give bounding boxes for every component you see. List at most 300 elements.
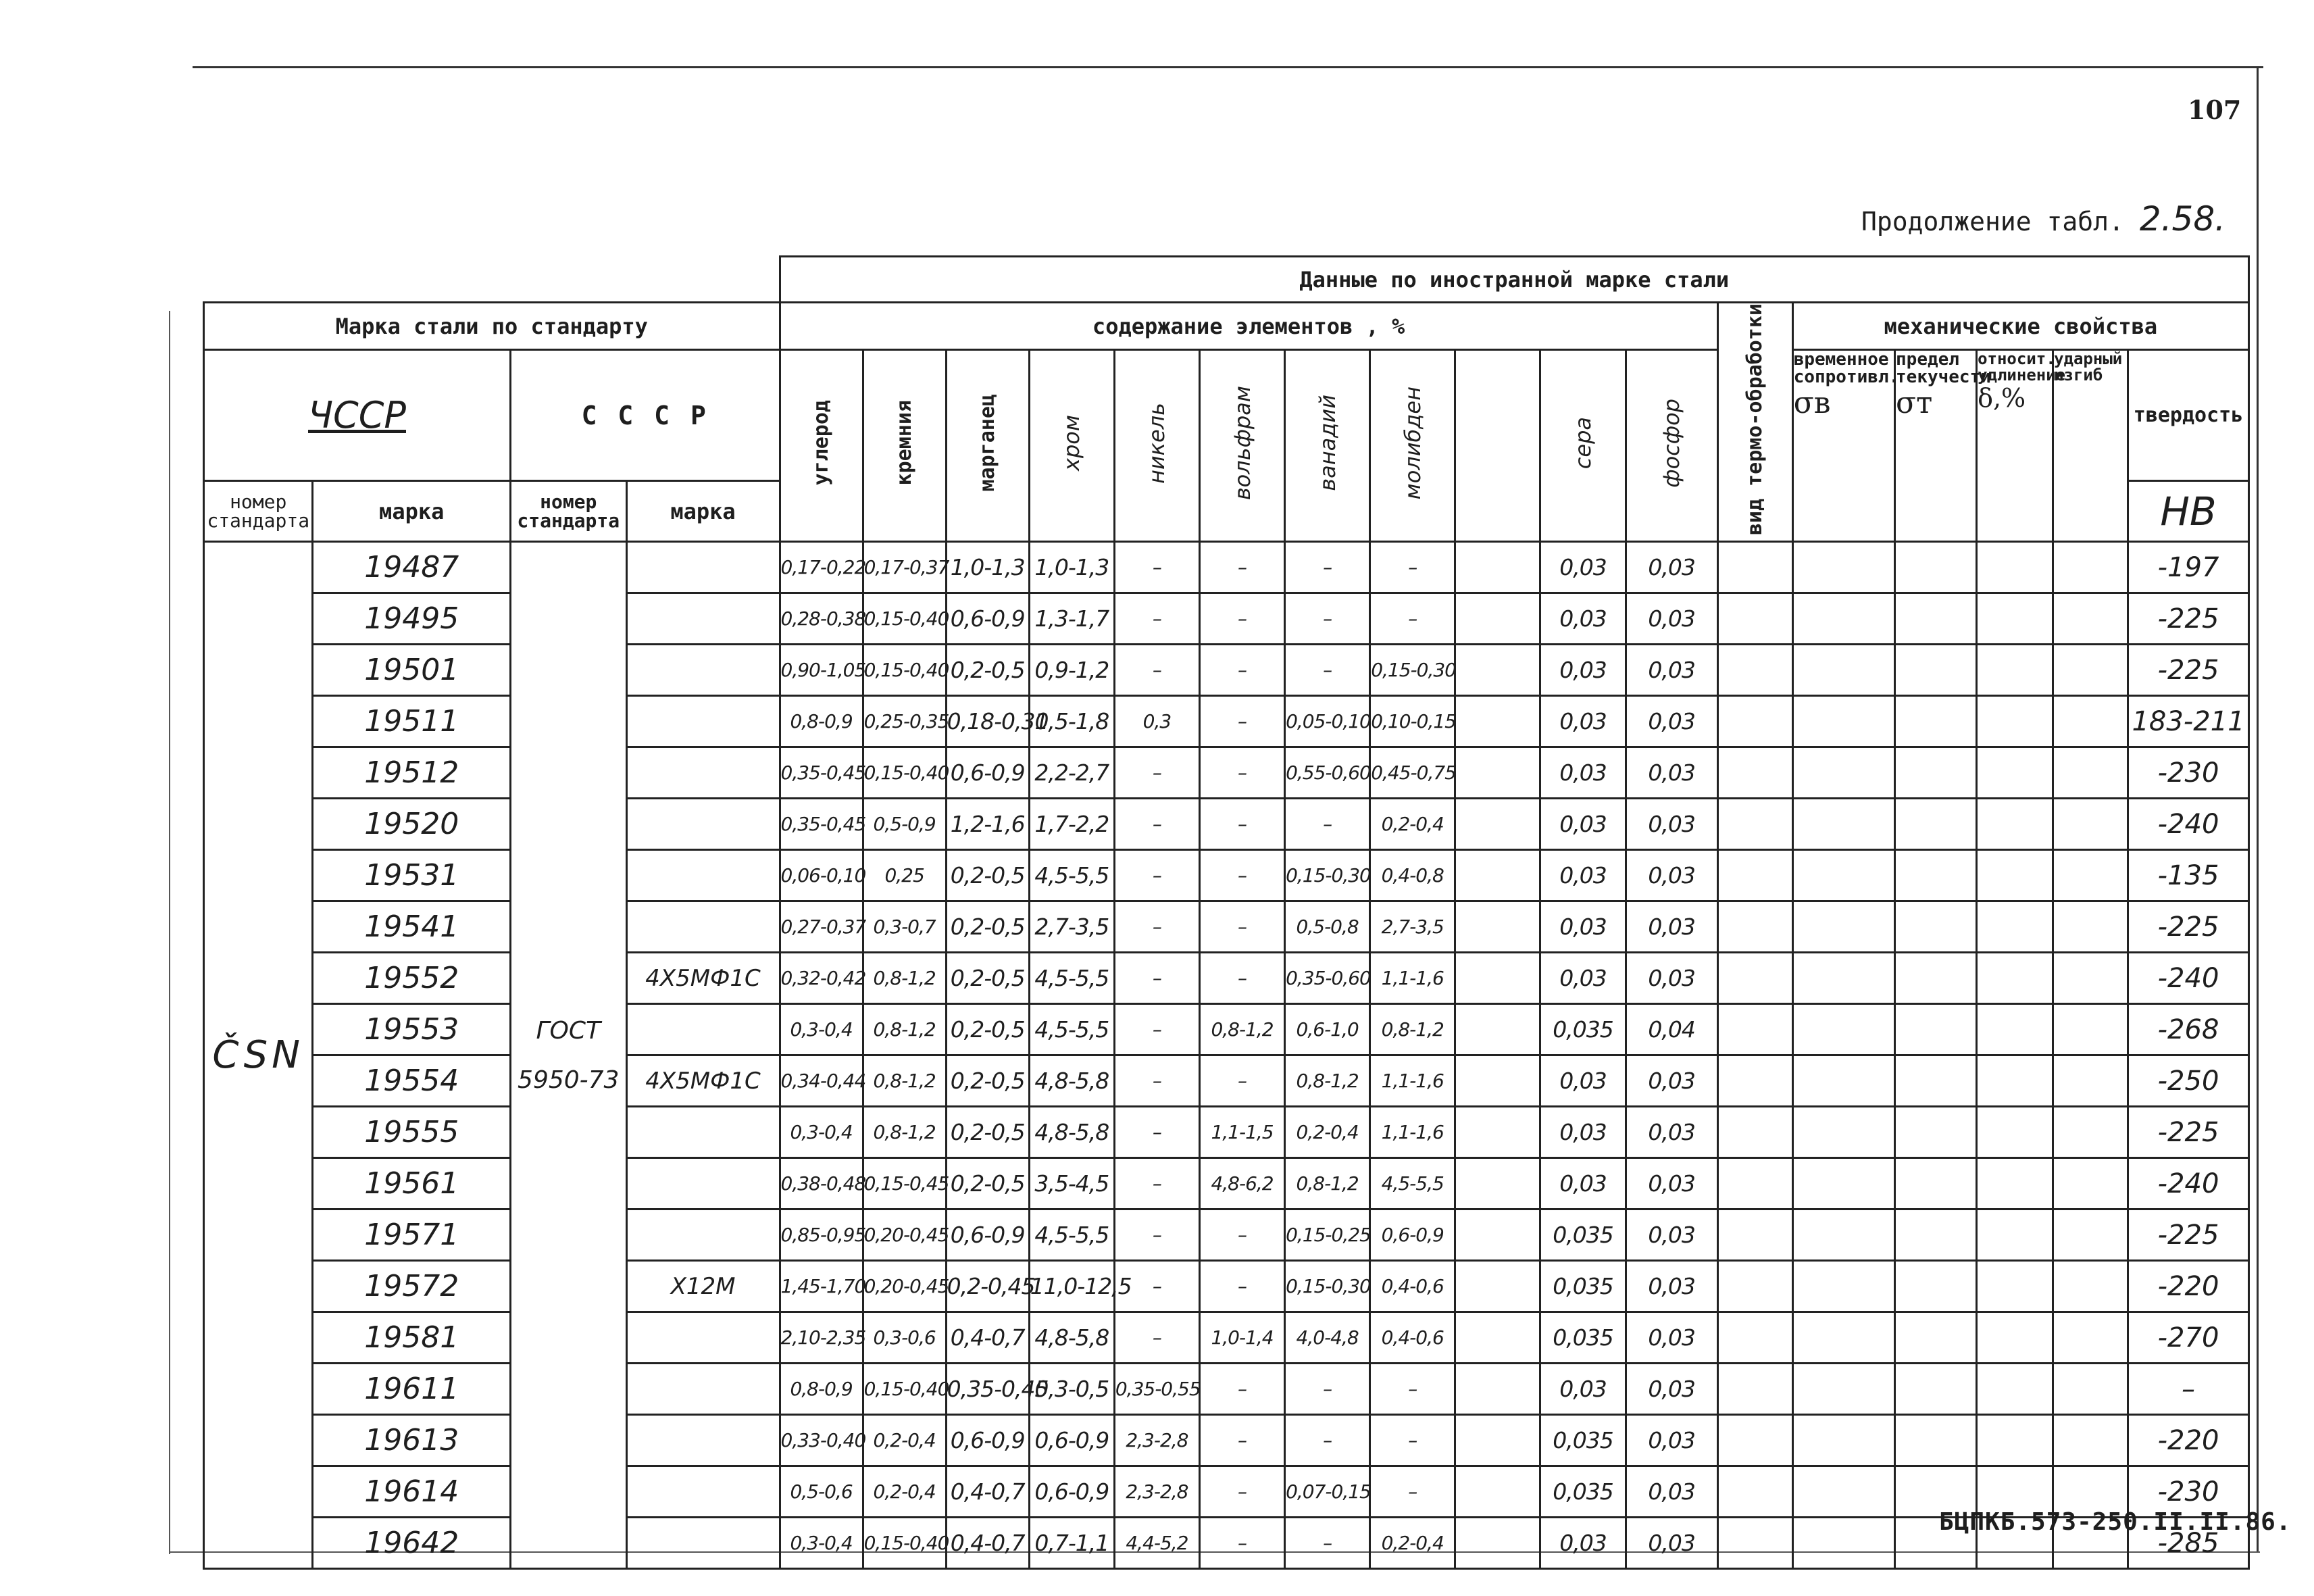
tensile-strength-cell bbox=[1792, 850, 1894, 901]
tensile-strength-cell bbox=[1792, 1004, 1894, 1055]
element-w-cell: 1,0-1,4 bbox=[1199, 1312, 1284, 1364]
element-p-cell: 0,03 bbox=[1626, 1466, 1717, 1518]
heat-treatment-cell bbox=[1717, 1415, 1792, 1466]
element-x-cell bbox=[1455, 1518, 1540, 1569]
element-c-cell: 0,06-0,10 bbox=[780, 850, 863, 901]
element-cr-cell: 2,2-2,7 bbox=[1029, 747, 1114, 799]
element-ni-cell: 2,3-2,8 bbox=[1114, 1466, 1199, 1518]
element-cr-cell: 4,5-5,5 bbox=[1029, 1004, 1114, 1055]
element-x-cell bbox=[1455, 1004, 1540, 1055]
element-w-cell: – bbox=[1199, 645, 1284, 696]
element-mn-cell: 0,6-0,9 bbox=[946, 593, 1029, 645]
element-x-cell bbox=[1455, 850, 1540, 901]
hardness-cell: – bbox=[2128, 1364, 2249, 1415]
element-mo-cell: 0,45-0,75 bbox=[1370, 747, 1455, 799]
hardness-cell: -250 bbox=[2128, 1055, 2249, 1107]
czech-grade-cell: 19512 bbox=[313, 747, 511, 799]
element-p-cell: 0,03 bbox=[1626, 799, 1717, 850]
element-s-cell: 0,03 bbox=[1540, 850, 1626, 901]
table-continuation-caption bbox=[1861, 199, 2225, 239]
heat-treatment-cell bbox=[1717, 953, 1792, 1004]
ussr-grade-cell bbox=[626, 1158, 780, 1210]
yield-point-cell bbox=[1895, 1312, 1977, 1364]
tensile-strength-cell bbox=[1792, 953, 1894, 1004]
element-cr-cell: 0,6-0,9 bbox=[1029, 1466, 1114, 1518]
element-c-cell: 0,35-0,45 bbox=[780, 799, 863, 850]
element-mo-cell: – bbox=[1370, 542, 1455, 593]
element-si-cell: 0,20-0,45 bbox=[863, 1261, 946, 1312]
impact-bending-cell bbox=[2053, 1312, 2128, 1364]
chromium-header: хром bbox=[1029, 350, 1114, 542]
table-number: 2.58. bbox=[2139, 199, 2226, 239]
element-p-cell: 0,03 bbox=[1626, 1312, 1717, 1364]
czech-grade-cell: 19553 bbox=[313, 1004, 511, 1055]
element-c-cell: 0,85-0,95 bbox=[780, 1210, 863, 1261]
hardness-cell: -285 bbox=[2128, 1518, 2249, 1569]
element-cr-cell: 4,5-5,5 bbox=[1029, 850, 1114, 901]
impact-bending-cell bbox=[2053, 1055, 2128, 1107]
ussr-grade-cell bbox=[626, 1518, 780, 1569]
element-s-cell: 0,035 bbox=[1540, 1210, 1626, 1261]
element-v-cell: 0,07-0,15 bbox=[1285, 1466, 1370, 1518]
element-si-cell: 0,3-0,7 bbox=[863, 901, 946, 953]
element-v-cell: – bbox=[1285, 1518, 1370, 1569]
element-s-cell: 0,035 bbox=[1540, 1415, 1626, 1466]
element-s-cell: 0,035 bbox=[1540, 1312, 1626, 1364]
element-w-cell: – bbox=[1199, 953, 1284, 1004]
element-s-cell: 0,035 bbox=[1540, 1004, 1626, 1055]
element-p-cell: 0,03 bbox=[1626, 1415, 1717, 1466]
impact-bending-header: ударный изгиб bbox=[2053, 350, 2128, 542]
element-mo-cell: 1,1-1,6 bbox=[1370, 953, 1455, 1004]
element-mn-cell: 0,6-0,9 bbox=[946, 747, 1029, 799]
element-c-cell: 0,8-0,9 bbox=[780, 1364, 863, 1415]
ussr-grade-cell bbox=[626, 645, 780, 696]
element-w-cell: – bbox=[1199, 1210, 1284, 1261]
element-mn-cell: 1,2-1,6 bbox=[946, 799, 1029, 850]
yield-point-cell bbox=[1895, 850, 1977, 901]
yield-point-cell bbox=[1895, 1415, 1977, 1466]
element-ni-cell: 0,35-0,55 bbox=[1114, 1364, 1199, 1415]
heat-treatment-cell bbox=[1717, 1004, 1792, 1055]
ussr-grade-cell bbox=[626, 696, 780, 747]
elongation-cell bbox=[1977, 1055, 2053, 1107]
elongation-cell bbox=[1977, 901, 2053, 953]
element-mn-cell: 0,2-0,5 bbox=[946, 1158, 1029, 1210]
element-ni-cell: – bbox=[1114, 1158, 1199, 1210]
element-cr-cell: 1,5-1,8 bbox=[1029, 696, 1114, 747]
elongation-cell bbox=[1977, 645, 2053, 696]
frame-left-line bbox=[169, 311, 170, 1554]
element-si-cell: 0,8-1,2 bbox=[863, 1055, 946, 1107]
element-cr-cell: 1,7-2,2 bbox=[1029, 799, 1114, 850]
heat-treatment-cell bbox=[1717, 799, 1792, 850]
element-mo-cell: 0,10-0,15 bbox=[1370, 696, 1455, 747]
element-v-cell: 0,15-0,30 bbox=[1285, 850, 1370, 901]
element-mo-cell: – bbox=[1370, 1466, 1455, 1518]
tensile-strength-cell bbox=[1792, 696, 1894, 747]
yield-point-cell bbox=[1895, 696, 1977, 747]
element-mo-cell: 0,4-0,8 bbox=[1370, 850, 1455, 901]
czech-grade-cell: 19642 bbox=[313, 1518, 511, 1569]
element-si-cell: 0,8-1,2 bbox=[863, 953, 946, 1004]
element-v-cell: – bbox=[1285, 542, 1370, 593]
element-content-header: содержание элементов , % bbox=[780, 303, 1717, 350]
element-ni-cell: – bbox=[1114, 953, 1199, 1004]
element-mn-cell: 0,2-0,5 bbox=[946, 1107, 1029, 1158]
yield-point-cell bbox=[1895, 901, 1977, 953]
impact-bending-cell bbox=[2053, 1415, 2128, 1466]
element-s-cell: 0,03 bbox=[1540, 1055, 1626, 1107]
element-si-cell: 0,20-0,45 bbox=[863, 1210, 946, 1261]
element-p-cell: 0,04 bbox=[1626, 1004, 1717, 1055]
hardness-header: твердость bbox=[2128, 350, 2249, 481]
element-c-cell: 0,5-0,6 bbox=[780, 1466, 863, 1518]
tensile-strength-cell bbox=[1792, 645, 1894, 696]
czech-grade-cell: 19520 bbox=[313, 799, 511, 850]
tensile-strength-cell bbox=[1792, 1261, 1894, 1312]
element-w-cell: 1,1-1,5 bbox=[1199, 1107, 1284, 1158]
elongation-cell bbox=[1977, 799, 2053, 850]
ussr-grade-header: марка bbox=[626, 481, 780, 542]
element-s-cell: 0,03 bbox=[1540, 747, 1626, 799]
element-ni-cell: – bbox=[1114, 901, 1199, 953]
element-si-cell: 0,15-0,40 bbox=[863, 1518, 946, 1569]
element-x-cell bbox=[1455, 1466, 1540, 1518]
element-v-cell: 0,15-0,25 bbox=[1285, 1210, 1370, 1261]
element-p-cell: 0,03 bbox=[1626, 1518, 1717, 1569]
elongation-cell bbox=[1977, 1210, 2053, 1261]
element-ni-cell: – bbox=[1114, 747, 1199, 799]
element-x-cell bbox=[1455, 645, 1540, 696]
tensile-strength-cell bbox=[1792, 799, 1894, 850]
element-w-cell: 4,8-6,2 bbox=[1199, 1158, 1284, 1210]
element-s-cell: 0,035 bbox=[1540, 1466, 1626, 1518]
element-mn-cell: 0,4-0,7 bbox=[946, 1312, 1029, 1364]
element-v-cell: 0,8-1,2 bbox=[1285, 1158, 1370, 1210]
element-mn-cell: 0,2-0,5 bbox=[946, 901, 1029, 953]
czech-grade-cell: 19511 bbox=[313, 696, 511, 747]
elongation-cell bbox=[1977, 1312, 2053, 1364]
element-si-cell: 0,15-0,40 bbox=[863, 747, 946, 799]
element-s-cell: 0,035 bbox=[1540, 1261, 1626, 1312]
czech-grade-cell: 19613 bbox=[313, 1415, 511, 1466]
element-c-cell: 0,3-0,4 bbox=[780, 1518, 863, 1569]
element-x-cell bbox=[1455, 901, 1540, 953]
heat-treatment-cell bbox=[1717, 1261, 1792, 1312]
element-mn-cell: 1,0-1,3 bbox=[946, 542, 1029, 593]
czech-grade-cell: 19614 bbox=[313, 1466, 511, 1518]
element-p-cell: 0,03 bbox=[1626, 1364, 1717, 1415]
element-cr-cell: 0,7-1,1 bbox=[1029, 1518, 1114, 1569]
element-c-cell: 0,33-0,40 bbox=[780, 1415, 863, 1466]
czech-grade-cell: 19611 bbox=[313, 1364, 511, 1415]
elongation-cell bbox=[1977, 542, 2053, 593]
element-ni-cell: – bbox=[1114, 1004, 1199, 1055]
tensile-strength-cell bbox=[1792, 747, 1894, 799]
impact-bending-cell bbox=[2053, 1107, 2128, 1158]
tensile-strength-cell bbox=[1792, 901, 1894, 953]
frame-top-line bbox=[193, 66, 2263, 68]
element-cr-cell: 4,8-5,8 bbox=[1029, 1312, 1114, 1364]
czech-grade-cell: 19552 bbox=[313, 953, 511, 1004]
ussr-grade-cell bbox=[626, 1107, 780, 1158]
heat-treatment-header: вид термо-обработки bbox=[1717, 303, 1792, 542]
blank-element-header bbox=[1455, 350, 1540, 542]
element-x-cell bbox=[1455, 696, 1540, 747]
ussr-grade-cell bbox=[626, 593, 780, 645]
element-x-cell bbox=[1455, 1055, 1540, 1107]
element-c-cell: 0,90-1,05 bbox=[780, 645, 863, 696]
element-mo-cell: 0,4-0,6 bbox=[1370, 1261, 1455, 1312]
element-mo-cell: 0,6-0,9 bbox=[1370, 1210, 1455, 1261]
element-p-cell: 0,03 bbox=[1626, 1158, 1717, 1210]
yield-point-cell bbox=[1895, 953, 1977, 1004]
hardness-cell: -220 bbox=[2128, 1415, 2249, 1466]
element-s-cell: 0,03 bbox=[1540, 593, 1626, 645]
sulfur-header: сера bbox=[1540, 350, 1626, 542]
silicon-header: кремния bbox=[863, 350, 946, 542]
element-x-cell bbox=[1455, 1312, 1540, 1364]
czech-grade-cell: 19554 bbox=[313, 1055, 511, 1107]
frame-right-line bbox=[2257, 66, 2259, 1553]
elongation-cell bbox=[1977, 850, 2053, 901]
element-cr-cell: 0,6-0,9 bbox=[1029, 1415, 1114, 1466]
element-si-cell: 0,2-0,4 bbox=[863, 1466, 946, 1518]
molybdenum-header: молибден bbox=[1370, 350, 1455, 542]
element-x-cell bbox=[1455, 593, 1540, 645]
element-c-cell: 2,10-2,35 bbox=[780, 1312, 863, 1364]
element-mn-cell: 0,4-0,7 bbox=[946, 1466, 1029, 1518]
ussr-std-number-header: номер стандарта bbox=[511, 481, 627, 542]
element-p-cell: 0,03 bbox=[1626, 953, 1717, 1004]
element-w-cell: – bbox=[1199, 901, 1284, 953]
elongation-cell bbox=[1977, 1158, 2053, 1210]
element-si-cell: 0,15-0,40 bbox=[863, 593, 946, 645]
elongation-cell bbox=[1977, 1004, 2053, 1055]
hardness-cell: -270 bbox=[2128, 1312, 2249, 1364]
element-ni-cell: – bbox=[1114, 1055, 1199, 1107]
element-w-cell: – bbox=[1199, 542, 1284, 593]
element-ni-cell: – bbox=[1114, 645, 1199, 696]
element-c-cell: 0,38-0,48 bbox=[780, 1158, 863, 1210]
heat-treatment-cell bbox=[1717, 645, 1792, 696]
impact-bending-cell bbox=[2053, 1364, 2128, 1415]
heat-treatment-cell bbox=[1717, 696, 1792, 747]
elongation-cell bbox=[1977, 1364, 2053, 1415]
element-x-cell bbox=[1455, 1210, 1540, 1261]
mechanical-properties-header: механические свойства bbox=[1792, 303, 2248, 350]
steel-grades-table bbox=[203, 255, 2250, 1570]
czech-standard-cell: ČSN bbox=[204, 542, 313, 1569]
hardness-cell: -240 bbox=[2128, 953, 2249, 1004]
element-w-cell: – bbox=[1199, 1055, 1284, 1107]
foreign-data-header: Данные по иностранной марке стали bbox=[780, 257, 2248, 303]
element-s-cell: 0,03 bbox=[1540, 1364, 1626, 1415]
tensile-strength-cell bbox=[1792, 1055, 1894, 1107]
element-si-cell: 0,5-0,9 bbox=[863, 799, 946, 850]
element-si-cell: 0,17-0,37 bbox=[863, 542, 946, 593]
ussr-grade-cell bbox=[626, 1004, 780, 1055]
element-mo-cell: 2,7-3,5 bbox=[1370, 901, 1455, 953]
czech-grade-cell: 19581 bbox=[313, 1312, 511, 1364]
element-ni-cell: – bbox=[1114, 1312, 1199, 1364]
element-s-cell: 0,03 bbox=[1540, 645, 1626, 696]
hardness-cell: -240 bbox=[2128, 799, 2249, 850]
element-ni-cell: 4,4-5,2 bbox=[1114, 1518, 1199, 1569]
impact-bending-cell bbox=[2053, 953, 2128, 1004]
impact-bending-cell bbox=[2053, 1210, 2128, 1261]
element-si-cell: 0,2-0,4 bbox=[863, 1415, 946, 1466]
ussr-grade-cell: 4Х5МФ1С bbox=[626, 953, 780, 1004]
yield-point-cell bbox=[1895, 593, 1977, 645]
tensile-strength-cell bbox=[1792, 593, 1894, 645]
elongation-cell bbox=[1977, 593, 2053, 645]
element-p-cell: 0,03 bbox=[1626, 1210, 1717, 1261]
czech-header: ЧССР bbox=[204, 350, 511, 481]
steel-grade-by-standard-header: Марка стали по стандарту bbox=[204, 303, 780, 350]
tensile-strength-cell bbox=[1792, 1312, 1894, 1364]
element-v-cell: 0,2-0,4 bbox=[1285, 1107, 1370, 1158]
element-s-cell: 0,03 bbox=[1540, 1107, 1626, 1158]
impact-bending-cell bbox=[2053, 542, 2128, 593]
element-v-cell: 0,15-0,30 bbox=[1285, 1261, 1370, 1312]
tungsten-header: вольфрам bbox=[1199, 350, 1284, 542]
elongation-cell bbox=[1977, 953, 2053, 1004]
yield-point-cell bbox=[1895, 1261, 1977, 1312]
element-c-cell: 1,45-1,70 bbox=[780, 1261, 863, 1312]
element-v-cell: – bbox=[1285, 1364, 1370, 1415]
hardness-cell: -230 bbox=[2128, 1466, 2249, 1518]
elongation-header: относит. удлинение δ,% bbox=[1977, 350, 2053, 542]
element-w-cell: – bbox=[1199, 593, 1284, 645]
element-si-cell: 0,8-1,2 bbox=[863, 1004, 946, 1055]
element-mo-cell: 0,8-1,2 bbox=[1370, 1004, 1455, 1055]
element-si-cell: 0,15-0,40 bbox=[863, 1364, 946, 1415]
element-c-cell: 0,35-0,45 bbox=[780, 747, 863, 799]
element-w-cell: – bbox=[1199, 696, 1284, 747]
element-s-cell: 0,03 bbox=[1540, 1518, 1626, 1569]
element-mo-cell: 0,2-0,4 bbox=[1370, 1518, 1455, 1569]
heat-treatment-cell bbox=[1717, 1158, 1792, 1210]
element-ni-cell: – bbox=[1114, 593, 1199, 645]
hardness-cell: -230 bbox=[2128, 747, 2249, 799]
element-p-cell: 0,03 bbox=[1626, 1055, 1717, 1107]
element-c-cell: 0,32-0,42 bbox=[780, 953, 863, 1004]
element-c-cell: 0,8-0,9 bbox=[780, 696, 863, 747]
impact-bending-cell bbox=[2053, 696, 2128, 747]
tensile-strength-header: временное сопротивл. σв bbox=[1792, 350, 1894, 542]
yield-point-cell bbox=[1895, 542, 1977, 593]
ussr-grade-cell: 4Х5МФ1С bbox=[626, 1055, 780, 1107]
czech-grade-cell: 19541 bbox=[313, 901, 511, 953]
element-mn-cell: 0,6-0,9 bbox=[946, 1415, 1029, 1466]
element-mo-cell: – bbox=[1370, 1364, 1455, 1415]
element-w-cell: 0,8-1,2 bbox=[1199, 1004, 1284, 1055]
hardness-cell: -135 bbox=[2128, 850, 2249, 901]
element-si-cell: 0,15-0,45 bbox=[863, 1158, 946, 1210]
tensile-strength-cell bbox=[1792, 1415, 1894, 1466]
hardness-unit-header: НВ bbox=[2128, 481, 2249, 542]
hardness-cell: -197 bbox=[2128, 542, 2249, 593]
heat-treatment-cell bbox=[1717, 901, 1792, 953]
element-s-cell: 0,03 bbox=[1540, 953, 1626, 1004]
element-ni-cell: – bbox=[1114, 1210, 1199, 1261]
phosphorus-header: фосфор bbox=[1626, 350, 1717, 542]
element-mn-cell: 0,2-0,5 bbox=[946, 1055, 1029, 1107]
ussr-grade-cell: Х12М bbox=[626, 1261, 780, 1312]
element-p-cell: 0,03 bbox=[1626, 1261, 1717, 1312]
yield-point-cell bbox=[1895, 1107, 1977, 1158]
element-c-cell: 0,3-0,4 bbox=[780, 1107, 863, 1158]
impact-bending-cell bbox=[2053, 747, 2128, 799]
element-ni-cell: – bbox=[1114, 542, 1199, 593]
czech-grade-cell: 19495 bbox=[313, 593, 511, 645]
element-w-cell: – bbox=[1199, 1415, 1284, 1466]
czech-grade-header: марка bbox=[313, 481, 511, 542]
czech-grade-cell: 19572 bbox=[313, 1261, 511, 1312]
element-c-cell: 0,17-0,22 bbox=[780, 542, 863, 593]
table-body bbox=[204, 542, 2249, 1569]
impact-bending-cell bbox=[2053, 1004, 2128, 1055]
heat-treatment-cell bbox=[1717, 1364, 1792, 1415]
element-mn-cell: 0,4-0,7 bbox=[946, 1518, 1029, 1569]
elongation-cell bbox=[1977, 696, 2053, 747]
impact-bending-cell bbox=[2053, 799, 2128, 850]
yield-point-cell bbox=[1895, 1364, 1977, 1415]
ussr-grade-cell bbox=[626, 850, 780, 901]
element-mo-cell: 4,5-5,5 bbox=[1370, 1158, 1455, 1210]
element-cr-cell: 0,9-1,2 bbox=[1029, 645, 1114, 696]
page-number: 107 bbox=[2188, 95, 2242, 125]
element-w-cell: – bbox=[1199, 1261, 1284, 1312]
element-mo-cell: 0,15-0,30 bbox=[1370, 645, 1455, 696]
element-x-cell bbox=[1455, 1158, 1540, 1210]
hardness-cell: -225 bbox=[2128, 1107, 2249, 1158]
element-mn-cell: 0,35-0,45 bbox=[946, 1364, 1029, 1415]
element-cr-cell: 4,5-5,5 bbox=[1029, 1210, 1114, 1261]
element-x-cell bbox=[1455, 747, 1540, 799]
element-v-cell: 0,5-0,8 bbox=[1285, 901, 1370, 953]
element-si-cell: 0,25-0,35 bbox=[863, 696, 946, 747]
element-x-cell bbox=[1455, 542, 1540, 593]
element-mn-cell: 0,2-0,5 bbox=[946, 645, 1029, 696]
element-ni-cell: – bbox=[1114, 1261, 1199, 1312]
czech-grade-cell: 19561 bbox=[313, 1158, 511, 1210]
ussr-grade-cell bbox=[626, 1312, 780, 1364]
hardness-cell: -225 bbox=[2128, 645, 2249, 696]
element-mn-cell: 0,2-0,5 bbox=[946, 953, 1029, 1004]
element-cr-cell: 4,8-5,8 bbox=[1029, 1055, 1114, 1107]
tensile-strength-cell bbox=[1792, 1364, 1894, 1415]
hardness-cell: 183-211 bbox=[2128, 696, 2249, 747]
element-mn-cell: 0,18-0,30 bbox=[946, 696, 1029, 747]
impact-bending-cell bbox=[2053, 645, 2128, 696]
element-p-cell: 0,03 bbox=[1626, 850, 1717, 901]
ussr-header: С С С Р bbox=[511, 350, 780, 481]
element-mo-cell: 1,1-1,6 bbox=[1370, 1107, 1455, 1158]
yield-point-cell bbox=[1895, 1158, 1977, 1210]
heat-treatment-cell bbox=[1717, 1518, 1792, 1569]
element-si-cell: 0,15-0,40 bbox=[863, 645, 946, 696]
element-cr-cell: 4,5-5,5 bbox=[1029, 953, 1114, 1004]
element-w-cell: – bbox=[1199, 799, 1284, 850]
element-mo-cell: – bbox=[1370, 593, 1455, 645]
element-mo-cell: 0,4-0,6 bbox=[1370, 1312, 1455, 1364]
element-p-cell: 0,03 bbox=[1626, 593, 1717, 645]
elongation-cell bbox=[1977, 1107, 2053, 1158]
element-s-cell: 0,03 bbox=[1540, 542, 1626, 593]
